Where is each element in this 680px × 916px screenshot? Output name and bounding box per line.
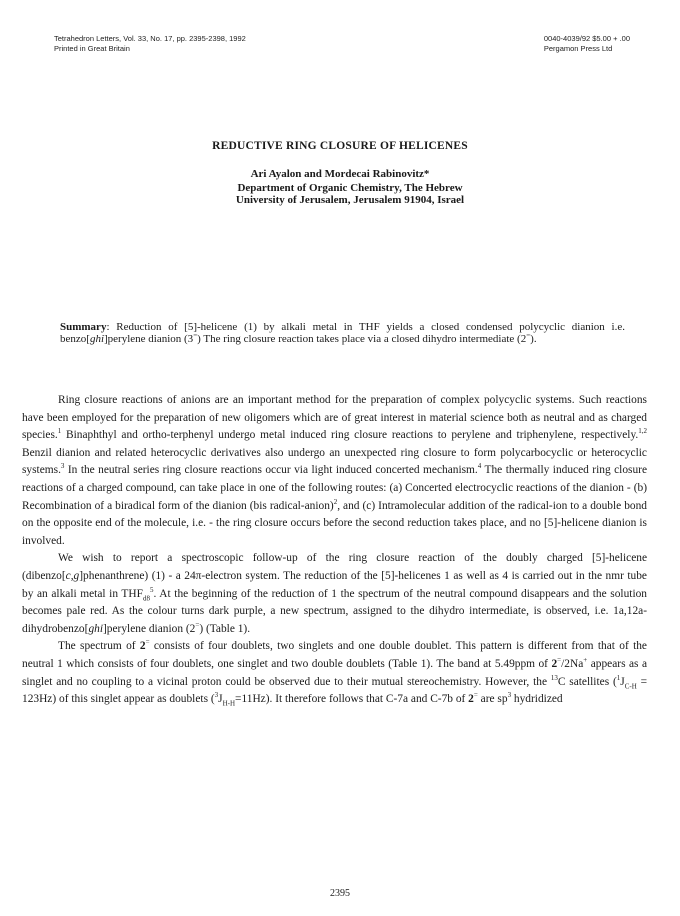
p3-text-e: C satellites ( xyxy=(557,675,617,688)
p2-charge: = xyxy=(195,620,200,629)
p1-ref-4: 4 xyxy=(477,462,482,471)
p2-text-e: ) (Table 1). xyxy=(199,622,251,635)
publisher-line: Pergamon Press Ltd xyxy=(543,44,613,53)
p2-text-a: We wish to report a spectroscopic follow-up of the ring closure reaction of the doubly charged [5]-helicene (dibenzo[ xyxy=(22,552,647,582)
p3-plus: + xyxy=(583,656,588,665)
affiliation-line-1: Department of Organic Chemistry, The Hebrew xyxy=(237,182,463,194)
paper-title: REDUCTIVE RING CLOSURE OF HELICENES xyxy=(212,140,468,152)
p3-jch: J xyxy=(620,675,625,688)
p3-text-d: appears as a singlet and no coupling to a vicinal proton could be observed due to their mutual stereochemistry. However, the xyxy=(22,657,647,688)
p2-cg: c,g xyxy=(65,569,80,582)
p2-ghi: ghi xyxy=(88,622,103,635)
p2-text-d: ]perylene dianion (2 xyxy=(103,622,196,635)
paragraph-3 xyxy=(22,638,647,708)
p3-three: 3 xyxy=(214,691,219,700)
summary-label: Summary xyxy=(60,321,107,333)
p1-text-c: Benzil dianion and related heterocyclic derivatives also undergo an unexpected ring closure to form polycarbocyclic or heterocyclic systems. xyxy=(22,446,647,477)
p1-text-f: , and (c) Intramolecular addition of the radical-ion to a double bond on the opposite end of the molecule, i.e. - the ring closure occurs before the second reduction takes place, and no [5]-helicene dianion is involved. xyxy=(22,499,647,547)
p3-one: 1 xyxy=(616,673,621,682)
p3-text-f: = 123Hz) of this singlet appear as doublets ( xyxy=(22,675,647,706)
body-text xyxy=(22,392,647,709)
summary-text-1: : Reduction of [5]-helicene (1) by alkali metal in THF yields a closed condensed polycyclic dianion i.e. benzo[ xyxy=(60,321,625,345)
paragraph-1 xyxy=(22,392,647,550)
p2-text-c: . At the beginning of the reduction of 1 the spectrum of the neutral compound disappears and the solution becomes pale red. As the colour turns dark purple, a new spectrum, assigned to the dihydro intermediate, is observed, i.e. 1a,12a-dihydrobenzo[ xyxy=(22,587,647,635)
p3-charge-b: = xyxy=(557,656,562,665)
p1-ref-5: 2 xyxy=(333,497,338,506)
page-number: 2395 xyxy=(330,888,350,899)
p1-text-a: Ring closure reactions of anions are an important method for the preparation of complex polycyclic systems. Such reactions have been employed for the preparation of new oligomers which are of great interest in material science both as neutral and as charged species. xyxy=(22,394,647,442)
citation-line: Tetrahedron Letters, Vol. 33, No. 17, pp. 2395-2398, 1992 xyxy=(54,34,246,43)
p3-text-i: hydridized xyxy=(511,693,563,706)
p3-compound-2a: 2 xyxy=(139,640,146,653)
p3-c13: 13 xyxy=(550,673,558,682)
p2-ref-1: 5 xyxy=(149,585,154,594)
p3-hh-sub: H-H xyxy=(222,699,236,708)
summary-abstract xyxy=(60,321,625,345)
summary-text-3: ) The ring closure reaction takes place via a closed dihydro intermediate (2 xyxy=(197,333,527,345)
p2-text-b: ]phenanthrene) (1) - a 24π-electron system. The reduction of the [5]-helicenes 1 as well as 4 is carried out in the nmr tube by an alkali metal in THF xyxy=(22,569,647,600)
p3-compound-2b: 2 xyxy=(551,657,558,670)
p3-text-c: /2Na xyxy=(561,657,584,670)
p1-ref-3: 3 xyxy=(60,462,65,471)
p1-text-e: The thermally induced ring closure reactions of a charged compound, can take place in one of the following routes: (a) Concerted electrocyclic reactions of the dianion - (b) Recombination of a biradical form of the dianion (bis radical-anion) xyxy=(22,464,647,512)
publisher-info xyxy=(544,34,630,54)
paragraph-2 xyxy=(22,550,647,638)
price-line: 0040-4039/92 $5.00 + .00 xyxy=(543,34,630,43)
p3-charge-a: = xyxy=(145,638,150,647)
p3-text-g: =11Hz). It therefore follows that C-7a and C-7b of xyxy=(235,693,469,706)
p1-ref-1: 1 xyxy=(57,427,62,436)
p3-sp3: 3 xyxy=(507,691,512,700)
p1-ref-2: 1,2 xyxy=(638,427,647,436)
summary-text-2: ]perylene dianion (3 xyxy=(104,333,194,345)
summary-ghi: ghi xyxy=(89,333,104,345)
paper-authors: Ari Ayalon and Mordecai Rabinovitz* xyxy=(250,168,430,180)
affiliation xyxy=(200,182,500,206)
p3-text-h: are sp xyxy=(477,693,508,706)
summary-charge-1: = xyxy=(193,331,198,340)
p1-text-b: Binaphthyl and ortho-terphenyl undergo metal induced ring closure reactions to perylene and triphenylene, respectively. xyxy=(61,429,639,442)
p3-compound-2c: 2 xyxy=(468,693,474,706)
journal-citation xyxy=(54,34,246,54)
p3-text-b: consists of four doublets, two singlets and one double doublet. This pattern is different from that of the neutral 1 which consists of four doublets, one singlet and two double doublets (Table 1). The band at 5.49ppm of xyxy=(22,640,647,670)
p3-ch-sub: C-H xyxy=(624,681,637,690)
affiliation-line-2: University of Jerusalem, Jerusalem 91904, Israel xyxy=(235,194,465,206)
summary-charge-2: = xyxy=(526,331,531,340)
p1-text-d: In the neutral series ring closure reactions occur via light induced concerted mechanism. xyxy=(64,464,478,477)
printed-in-line: Printed in Great Britain xyxy=(54,44,130,53)
p2-d8: d8 xyxy=(142,593,150,602)
p3-jhh: J xyxy=(218,693,223,706)
p3-text-a: The spectrum of xyxy=(58,640,140,653)
p3-charge-c: = xyxy=(473,691,478,700)
summary-text-4: ). xyxy=(530,333,537,345)
